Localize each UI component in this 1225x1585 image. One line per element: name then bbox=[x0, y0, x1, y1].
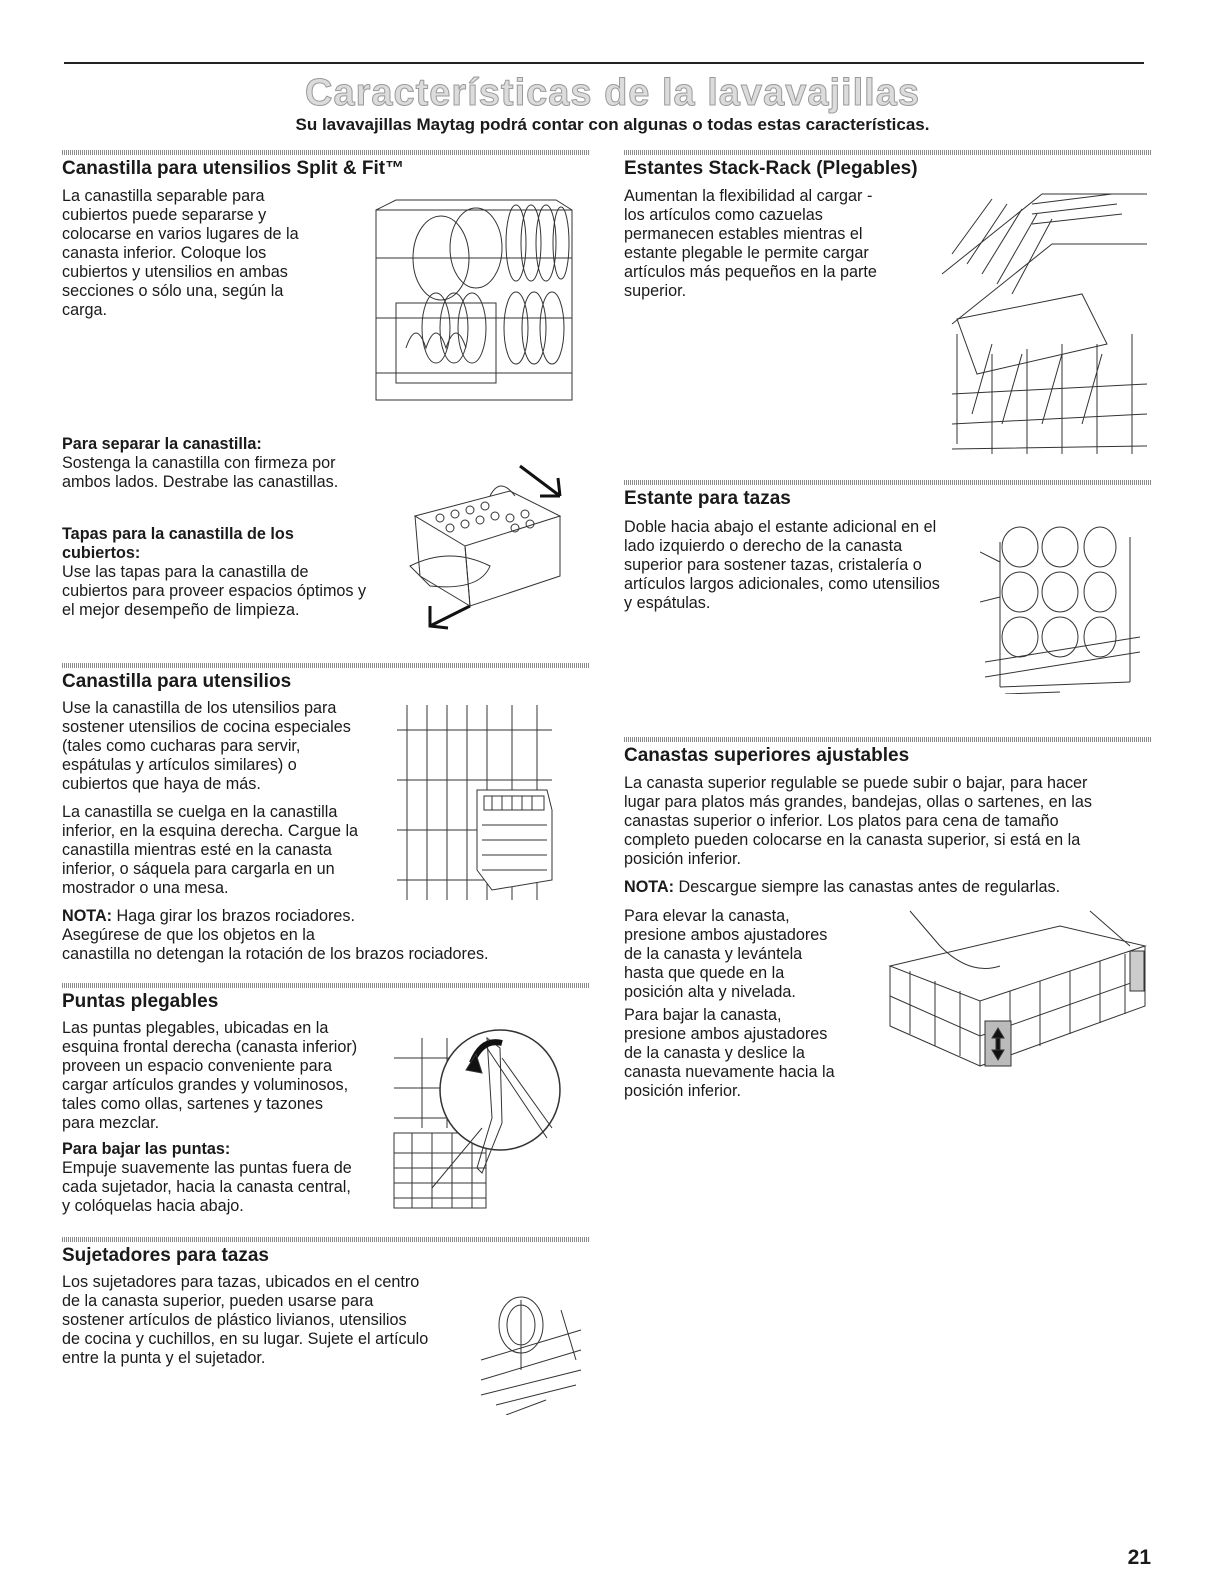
text-line: carga. bbox=[62, 301, 107, 319]
text-line: completo pueden colocarse en la canasta superior, si está en la bbox=[624, 831, 1081, 849]
fold-tines-illustration bbox=[392, 1018, 564, 1223]
text-line: esquina frontal derecha (canasta inferior) bbox=[62, 1038, 358, 1056]
raise-basket-text bbox=[624, 907, 879, 1002]
heading-line: Tapas para la canastilla de los bbox=[62, 525, 294, 543]
text-line: lado izquierdo o derecho de la canasta bbox=[624, 537, 903, 555]
page-number: 21 bbox=[1127, 1546, 1151, 1569]
text-line: mostrador o una mesa. bbox=[62, 879, 229, 897]
text-line: artículos más pequeños en la parte bbox=[624, 263, 877, 281]
cup-clips-heading: Sujetadores para tazas bbox=[62, 1245, 269, 1266]
text-line: cubiertos que haya de más. bbox=[62, 775, 261, 793]
text-line: colocarse en varios lugares de la bbox=[62, 225, 299, 243]
fold-tines-heading: Puntas plegables bbox=[62, 991, 219, 1012]
text-line: de la canasta y levántela bbox=[624, 945, 803, 963]
adjustable-note bbox=[624, 878, 1144, 897]
lower-tines-heading: Para bajar las puntas: bbox=[62, 1140, 231, 1158]
text-line: artículos largos adicionales, como utensilios bbox=[624, 575, 940, 593]
page-subtitle: Su lavavajillas Maytag podrá contar con algunas o todas estas características. bbox=[295, 115, 930, 134]
fold-tines-text bbox=[62, 1019, 397, 1133]
text-line: entre la punta y el sujetador. bbox=[62, 1349, 266, 1367]
text-line: proveen un espacio conveniente para bbox=[62, 1057, 332, 1075]
stack-rack-illustration bbox=[932, 184, 1152, 464]
text-line: Para bajar la canasta, bbox=[624, 1006, 782, 1024]
text-line: cubiertos puede separarse y bbox=[62, 206, 267, 224]
utensil-basket-text-a bbox=[62, 699, 392, 794]
text-line: y espátulas. bbox=[624, 594, 711, 612]
text-line: La canastilla se cuelga en la canastilla bbox=[62, 803, 338, 821]
text-line: (tales como cucharas para servir, bbox=[62, 737, 301, 755]
covers-heading bbox=[62, 525, 392, 563]
text-line: presione ambos ajustadores bbox=[624, 926, 828, 944]
split-fit-heading: Canastilla para utensilios Split & Fit™ bbox=[62, 158, 405, 179]
text-line: cada sujetador, hacia la canasta central, bbox=[62, 1178, 351, 1196]
text-line: canasta inferior. Coloque los bbox=[62, 244, 267, 262]
text-line: canastas superior o inferior. Los platos para cena de tamaño bbox=[624, 812, 1059, 830]
text-line: sostener utensilios de cocina especiales bbox=[62, 718, 351, 736]
section-rule bbox=[624, 150, 1152, 155]
section-rule bbox=[624, 737, 1152, 742]
text-line: Para elevar la canasta, bbox=[624, 907, 790, 925]
cup-shelf-text bbox=[624, 518, 969, 613]
section-rule bbox=[62, 983, 590, 988]
cup-shelf-illustration bbox=[980, 522, 1145, 694]
text-line: canastilla mientras esté en la canasta bbox=[62, 841, 332, 859]
adjustable-heading: Canastas superiores ajustables bbox=[624, 745, 910, 766]
text-line: el mejor desempeño de limpieza. bbox=[62, 601, 300, 619]
separate-heading: Para separar la canastilla: bbox=[62, 435, 262, 453]
utensil-basket-text-b bbox=[62, 803, 392, 898]
section-rule bbox=[62, 1237, 590, 1242]
text-line: Use las tapas para la canastilla de bbox=[62, 563, 309, 581]
text-line: ambos lados. Destrabe las canastillas. bbox=[62, 473, 339, 491]
text-line: permanecen estables mientras el bbox=[624, 225, 863, 243]
note-label: NOTA: bbox=[62, 907, 113, 925]
lower-tines-text bbox=[62, 1159, 392, 1216]
note-text: Haga girar los brazos rociadores. bbox=[112, 907, 355, 925]
text-line: hasta que quede en la bbox=[624, 964, 785, 982]
text-line: secciones o sólo una, según la bbox=[62, 282, 284, 300]
text-line: Los sujetadores para tazas, ubicados en el centro bbox=[62, 1273, 420, 1291]
text-line: los artículos como cazuelas bbox=[624, 206, 823, 224]
utensil-basket-heading: Canastilla para utensilios bbox=[62, 671, 292, 692]
text-line: La canastilla separable para bbox=[62, 187, 265, 205]
text-line: lugar para platos más grandes, bandejas, ollas o sartenes, en las bbox=[624, 793, 1092, 811]
text-line: canastilla no detengan la rotación de los brazos rociadores. bbox=[62, 945, 489, 963]
text-line: posición inferior. bbox=[624, 850, 741, 868]
text-line: estante plegable le permite cargar bbox=[624, 244, 869, 262]
top-rule bbox=[64, 62, 1144, 64]
split-fit-text bbox=[62, 187, 362, 320]
text-line: de cocina y cuchillos, en su lugar. Sujete el artículo bbox=[62, 1330, 429, 1348]
text-line: inferior, o sáquela para cargarla en un bbox=[62, 860, 335, 878]
cup-clips-text bbox=[62, 1273, 472, 1368]
text-line: inferior, en la esquina derecha. Cargue la bbox=[62, 822, 359, 840]
text-line: canasta nuevamente hacia la bbox=[624, 1063, 835, 1081]
text-line: cargar artículos grandes y voluminosos, bbox=[62, 1076, 349, 1094]
stack-rack-text bbox=[624, 187, 924, 301]
adjustable-basket-illustration bbox=[880, 906, 1150, 1086]
section-rule bbox=[624, 480, 1152, 485]
text-line: Use la canastilla de los utensilios para bbox=[62, 699, 337, 717]
text-line: Las puntas plegables, ubicadas en la bbox=[62, 1019, 329, 1037]
text-line: cubiertos para proveer espacios óptimos y bbox=[62, 582, 367, 600]
separate-text bbox=[62, 454, 402, 492]
text-line: sostener artículos de plástico livianos, utensilios bbox=[62, 1311, 407, 1329]
covers-text bbox=[62, 563, 407, 620]
text-line: para mezclar. bbox=[62, 1114, 160, 1132]
text-line: Empuje suavemente las puntas fuera de bbox=[62, 1159, 352, 1177]
text-line: Sostenga la canastilla con firmeza por bbox=[62, 454, 336, 472]
note-text: Descargue siempre las canastas antes de regularlas. bbox=[674, 878, 1061, 896]
basket-separate-illustration bbox=[400, 456, 590, 642]
adjustable-text bbox=[624, 774, 1144, 869]
text-line: superior para sostener tazas, cristalería o bbox=[624, 556, 922, 574]
text-line: de la canasta superior, pueden usarse para bbox=[62, 1292, 374, 1310]
utensil-basket-illustration bbox=[392, 700, 557, 915]
text-line: cubiertos y utensilios en ambas bbox=[62, 263, 288, 281]
text-line: posición alta y nivelada. bbox=[624, 983, 796, 1001]
text-line: posición inferior. bbox=[624, 1082, 741, 1100]
text-line: Aumentan la flexibilidad al cargar - bbox=[624, 187, 873, 205]
text-line: de la canasta y deslice la bbox=[624, 1044, 805, 1062]
text-line: Doble hacia abajo el estante adicional en el bbox=[624, 518, 937, 536]
section-rule bbox=[62, 150, 590, 155]
lower-basket-text bbox=[624, 1006, 879, 1101]
utensil-basket-note bbox=[62, 907, 582, 964]
text-line: tales como ollas, sartenes y tazones bbox=[62, 1095, 323, 1113]
text-line: y colóquelas hacia abajo. bbox=[62, 1197, 244, 1215]
text-line: superior. bbox=[624, 282, 687, 300]
cup-shelf-heading: Estante para tazas bbox=[624, 488, 791, 509]
heading-line: cubiertos: bbox=[62, 544, 141, 562]
note-label: NOTA: bbox=[624, 878, 675, 896]
text-line: espátulas y artículos similares) o bbox=[62, 756, 297, 774]
section-rule bbox=[62, 663, 590, 668]
page-title: Características de la lavavajillas bbox=[305, 72, 920, 114]
text-line: Asegúrese de que los objetos en la bbox=[62, 926, 315, 944]
cup-clips-illustration bbox=[476, 1290, 586, 1415]
text-line: presione ambos ajustadores bbox=[624, 1025, 828, 1043]
text-line: La canasta superior regulable se puede subir o bajar, para hacer bbox=[624, 774, 1088, 792]
split-basket-illustration bbox=[366, 198, 582, 414]
stack-rack-heading: Estantes Stack-Rack (Plegables) bbox=[624, 158, 918, 179]
